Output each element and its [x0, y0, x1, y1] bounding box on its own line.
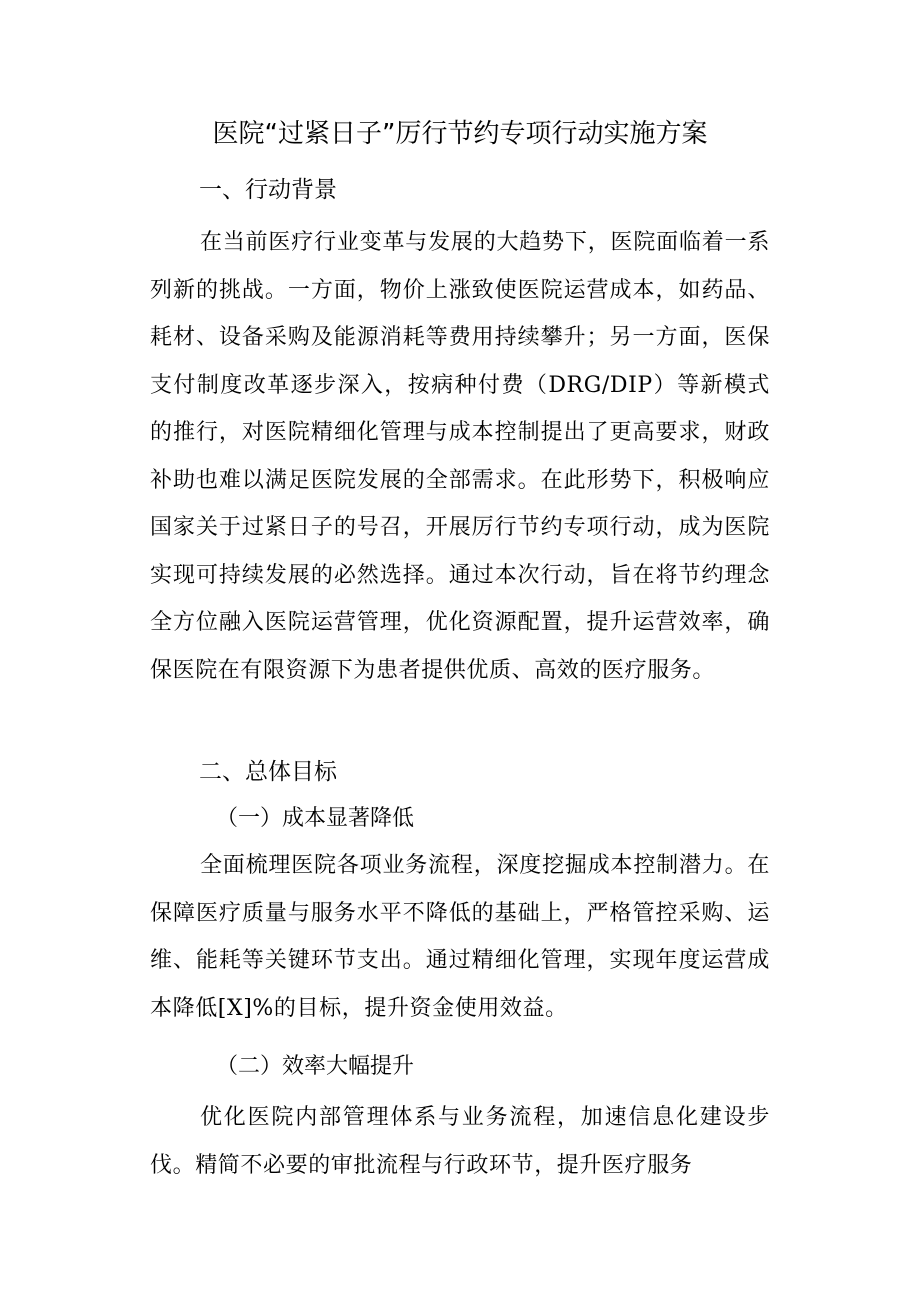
section-heading-background: 一、行动背景: [199, 177, 337, 203]
subheading-efficiency: （二）效率大幅提升: [216, 1054, 415, 1079]
section-heading-objectives: 二、总体目标: [199, 759, 337, 785]
background-paragraph: 在当前医疗行业变革与发展的大趋势下，医院面临着一系列新的挑战。一方面，物价上涨致使医院运营成本，如药品、耗材、设备采购及能源消耗等费用持续攀升；另一方面，医保支付制度改革逐步深入，按病种付费（DRG/DIP）等新模式的推行，对医院精细化管理与成本控制提出了更高要求，财政补助也难以满足医院发展的全部需求。在此形势下，积极响应国家关于过紧日子的号召，开展厉行节约专项行动，成为医院实现可持续发展的必然选择。通过本次行动，旨在将节约理念全方位融入医院运营管理，优化资源配置，提升运营效率，确保医院在有限资源下为患者提供优质、高效的医疗服务。: [150, 230, 770, 683]
subheading-cost-reduction: （一）成本显著降低: [216, 806, 415, 831]
document-title: 医院“过紧日子”厉行节约专项行动实施方案: [212, 119, 708, 149]
efficiency-paragraph: 优化医院内部管理体系与业务流程，加速信息化建设步伐。精简不必要的审批流程与行政环节，提升医疗服务: [150, 1105, 770, 1178]
cost-reduction-paragraph: 全面梳理医院各项业务流程，深度挖掘成本控制潜力。在保障医疗质量与服务水平不降低的基础上，严格管控采购、运维、能耗等关键环节支出。通过精细化管理，实现年度运营成本降低[X]%的目标，提升资金使用效益。: [150, 853, 770, 1021]
